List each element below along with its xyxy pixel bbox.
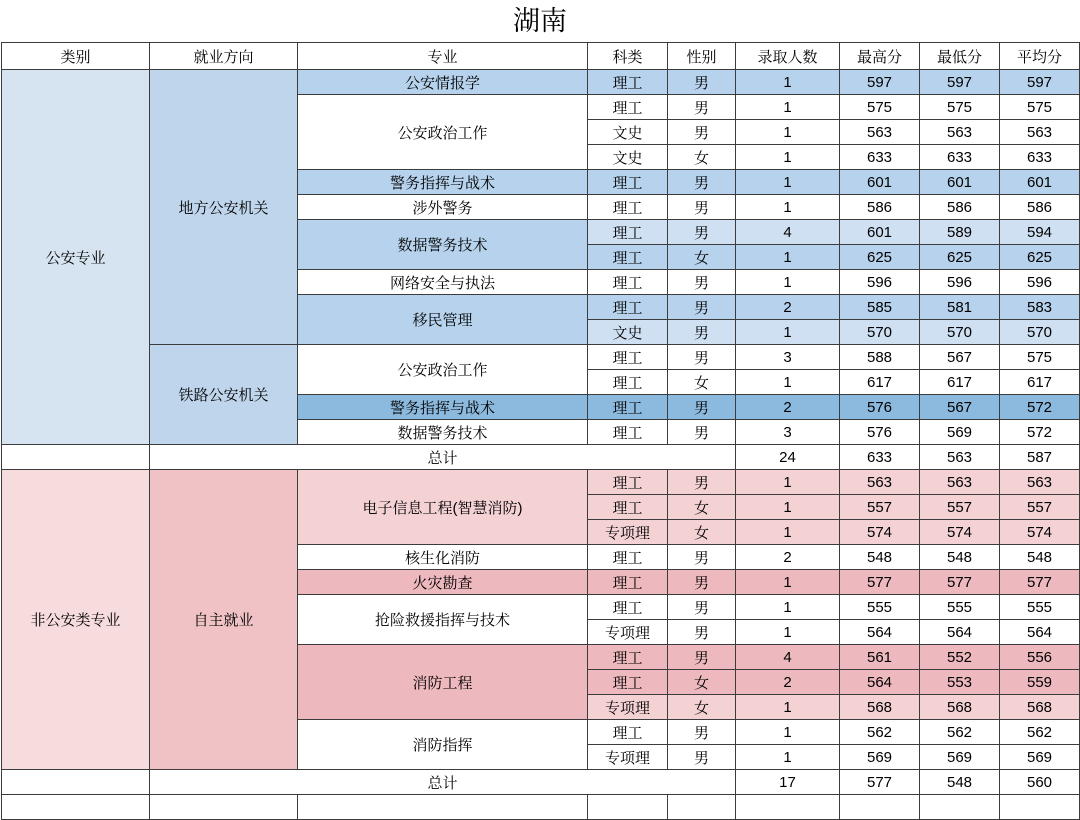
major-cell: 消防指挥: [298, 720, 588, 770]
table-row: [2, 345, 1080, 370]
avg-score-cell: 575: [1000, 95, 1080, 120]
avg-score-cell: 568: [1000, 695, 1080, 720]
max-score-cell: 561: [840, 645, 920, 670]
major-cell: 火灾勘查: [298, 570, 588, 595]
min-score-cell: 568: [920, 695, 1000, 720]
column-header-max: 最高分: [840, 43, 920, 70]
subject-cell: 理工: [588, 720, 668, 745]
gender-cell: 男: [668, 120, 736, 145]
max-score-cell: 562: [840, 720, 920, 745]
gender-cell: 男: [668, 70, 736, 95]
major-cell: 公安情报学: [298, 70, 588, 95]
min-score-cell: 597: [920, 70, 1000, 95]
min-score-cell: 553: [920, 670, 1000, 695]
major-cell: 公安政治工作: [298, 345, 588, 395]
max-score-cell: 570: [840, 320, 920, 345]
column-header-count: 录取人数: [736, 43, 840, 70]
direction-cell: 地方公安机关: [150, 70, 298, 345]
empty-cell: [2, 795, 150, 820]
max-score-cell: 585: [840, 295, 920, 320]
avg-score-cell: 633: [1000, 145, 1080, 170]
avg-score-cell: 557: [1000, 495, 1080, 520]
count-cell: 1: [736, 270, 840, 295]
max-score-cell: 564: [840, 620, 920, 645]
table-body: [2, 70, 1080, 820]
min-score-cell: 557: [920, 495, 1000, 520]
total-label-cell: 总计: [150, 770, 736, 795]
count-cell: 1: [736, 195, 840, 220]
max-score-cell: 601: [840, 220, 920, 245]
subject-cell: 理工: [588, 295, 668, 320]
empty-cell: [840, 795, 920, 820]
subject-cell: 理工: [588, 570, 668, 595]
gender-cell: 女: [668, 495, 736, 520]
gender-cell: 男: [668, 295, 736, 320]
avg-score-cell: 594: [1000, 220, 1080, 245]
subject-cell: 理工: [588, 95, 668, 120]
count-cell: 1: [736, 520, 840, 545]
subject-cell: 文史: [588, 145, 668, 170]
avg-score-cell: 562: [1000, 720, 1080, 745]
avg-score-cell: 577: [1000, 570, 1080, 595]
gender-cell: 女: [668, 370, 736, 395]
avg-score-cell: 596: [1000, 270, 1080, 295]
count-cell: 4: [736, 220, 840, 245]
subject-cell: 理工: [588, 370, 668, 395]
empty-cell: [588, 795, 668, 820]
column-header-direction: 就业方向: [150, 43, 298, 70]
min-score-cell: 577: [920, 570, 1000, 595]
min-score-cell: 596: [920, 270, 1000, 295]
subject-cell: 文史: [588, 320, 668, 345]
column-header-gender: 性别: [668, 43, 736, 70]
max-score-cell: 576: [840, 395, 920, 420]
count-cell: 4: [736, 645, 840, 670]
count-cell: 1: [736, 695, 840, 720]
avg-score-cell: 583: [1000, 295, 1080, 320]
count-cell: 3: [736, 345, 840, 370]
min-score-cell: 601: [920, 170, 1000, 195]
subject-cell: 理工: [588, 595, 668, 620]
count-cell: 1: [736, 95, 840, 120]
avg-score-cell: 556: [1000, 645, 1080, 670]
total-avg-cell: 587: [1000, 445, 1080, 470]
table-row-empty: [2, 795, 1080, 820]
subject-cell: 文史: [588, 120, 668, 145]
max-score-cell: 617: [840, 370, 920, 395]
avg-score-cell: 548: [1000, 545, 1080, 570]
major-cell: 核生化消防: [298, 545, 588, 570]
min-score-cell: 562: [920, 720, 1000, 745]
total-avg-cell: 560: [1000, 770, 1080, 795]
subject-cell: 专项理: [588, 745, 668, 770]
major-cell: 网络安全与执法: [298, 270, 588, 295]
count-cell: 1: [736, 745, 840, 770]
count-cell: 1: [736, 370, 840, 395]
avg-score-cell: 586: [1000, 195, 1080, 220]
subject-cell: 专项理: [588, 520, 668, 545]
gender-cell: 男: [668, 270, 736, 295]
subject-cell: 理工: [588, 395, 668, 420]
avg-score-cell: 601: [1000, 170, 1080, 195]
gender-cell: 男: [668, 545, 736, 570]
total-row: [2, 445, 1080, 470]
avg-score-cell: 617: [1000, 370, 1080, 395]
max-score-cell: 596: [840, 270, 920, 295]
subject-cell: 理工: [588, 245, 668, 270]
total-max-cell: 633: [840, 445, 920, 470]
avg-score-cell: 625: [1000, 245, 1080, 270]
min-score-cell: 574: [920, 520, 1000, 545]
gender-cell: 女: [668, 670, 736, 695]
empty-cell: [298, 795, 588, 820]
subject-cell: 理工: [588, 70, 668, 95]
count-cell: 1: [736, 620, 840, 645]
major-cell: 抢险救援指挥与技术: [298, 595, 588, 645]
min-score-cell: 563: [920, 470, 1000, 495]
total-count-cell: 17: [736, 770, 840, 795]
avg-score-cell: 569: [1000, 745, 1080, 770]
max-score-cell: 569: [840, 745, 920, 770]
major-cell: 移民管理: [298, 295, 588, 345]
min-score-cell: 589: [920, 220, 1000, 245]
column-header-category: 类别: [2, 43, 150, 70]
gender-cell: 男: [668, 95, 736, 120]
max-score-cell: 575: [840, 95, 920, 120]
subject-cell: 专项理: [588, 695, 668, 720]
max-score-cell: 548: [840, 545, 920, 570]
max-score-cell: 563: [840, 120, 920, 145]
category-cell: 公安专业: [2, 70, 150, 445]
total-min-cell: 548: [920, 770, 1000, 795]
table-row: [2, 470, 1080, 495]
gender-cell: 男: [668, 195, 736, 220]
total-min-cell: 563: [920, 445, 1000, 470]
max-score-cell: 633: [840, 145, 920, 170]
gender-cell: 男: [668, 570, 736, 595]
count-cell: 1: [736, 470, 840, 495]
avg-score-cell: 597: [1000, 70, 1080, 95]
total-count-cell: 24: [736, 445, 840, 470]
subject-cell: 理工: [588, 170, 668, 195]
count-cell: 1: [736, 245, 840, 270]
empty-cell: [668, 795, 736, 820]
max-score-cell: 568: [840, 695, 920, 720]
major-cell: 数据警务技术: [298, 220, 588, 270]
max-score-cell: 577: [840, 570, 920, 595]
gender-cell: 男: [668, 220, 736, 245]
avg-score-cell: 572: [1000, 395, 1080, 420]
major-cell: 电子信息工程(智慧消防): [298, 470, 588, 545]
min-score-cell: 563: [920, 120, 1000, 145]
subject-cell: 理工: [588, 545, 668, 570]
min-score-cell: 575: [920, 95, 1000, 120]
avg-score-cell: 572: [1000, 420, 1080, 445]
max-score-cell: 625: [840, 245, 920, 270]
subject-cell: 理工: [588, 195, 668, 220]
min-score-cell: 569: [920, 420, 1000, 445]
min-score-cell: 625: [920, 245, 1000, 270]
count-cell: 1: [736, 495, 840, 520]
count-cell: 2: [736, 670, 840, 695]
count-cell: 2: [736, 395, 840, 420]
avg-score-cell: 563: [1000, 470, 1080, 495]
total-row: [2, 770, 1080, 795]
min-score-cell: 548: [920, 545, 1000, 570]
subject-cell: 理工: [588, 670, 668, 695]
gender-cell: 女: [668, 695, 736, 720]
gender-cell: 男: [668, 170, 736, 195]
total-spacer-cell: [2, 445, 150, 470]
major-cell: 数据警务技术: [298, 420, 588, 445]
count-cell: 3: [736, 420, 840, 445]
table-row: [2, 70, 1080, 95]
count-cell: 1: [736, 595, 840, 620]
subject-cell: 理工: [588, 420, 668, 445]
avg-score-cell: 564: [1000, 620, 1080, 645]
count-cell: 2: [736, 295, 840, 320]
column-header-major: 专业: [298, 43, 588, 70]
category-cell: 非公安类专业: [2, 470, 150, 770]
avg-score-cell: 559: [1000, 670, 1080, 695]
count-cell: 1: [736, 145, 840, 170]
max-score-cell: 588: [840, 345, 920, 370]
column-header-avg: 平均分: [1000, 43, 1080, 70]
subject-cell: 理工: [588, 345, 668, 370]
admission-score-table: [1, 42, 1080, 820]
empty-cell: [920, 795, 1000, 820]
max-score-cell: 557: [840, 495, 920, 520]
subject-cell: 理工: [588, 645, 668, 670]
min-score-cell: 564: [920, 620, 1000, 645]
avg-score-cell: 574: [1000, 520, 1080, 545]
min-score-cell: 633: [920, 145, 1000, 170]
empty-cell: [1000, 795, 1080, 820]
max-score-cell: 576: [840, 420, 920, 445]
subject-cell: 理工: [588, 470, 668, 495]
max-score-cell: 586: [840, 195, 920, 220]
count-cell: 1: [736, 570, 840, 595]
page-title: 湖南: [513, 6, 567, 36]
gender-cell: 男: [668, 645, 736, 670]
max-score-cell: 597: [840, 70, 920, 95]
max-score-cell: 574: [840, 520, 920, 545]
gender-cell: 男: [668, 420, 736, 445]
total-label-cell: 总计: [150, 445, 736, 470]
gender-cell: 女: [668, 520, 736, 545]
gender-cell: 男: [668, 745, 736, 770]
max-score-cell: 601: [840, 170, 920, 195]
min-score-cell: 555: [920, 595, 1000, 620]
total-spacer-cell: [2, 770, 150, 795]
total-max-cell: 577: [840, 770, 920, 795]
gender-cell: 男: [668, 720, 736, 745]
empty-cell: [150, 795, 298, 820]
count-cell: 1: [736, 720, 840, 745]
count-cell: 1: [736, 70, 840, 95]
major-cell: 公安政治工作: [298, 95, 588, 170]
subject-cell: 理工: [588, 495, 668, 520]
min-score-cell: 586: [920, 195, 1000, 220]
avg-score-cell: 575: [1000, 345, 1080, 370]
min-score-cell: 569: [920, 745, 1000, 770]
min-score-cell: 617: [920, 370, 1000, 395]
avg-score-cell: 563: [1000, 120, 1080, 145]
gender-cell: 男: [668, 470, 736, 495]
subject-cell: 理工: [588, 270, 668, 295]
gender-cell: 男: [668, 320, 736, 345]
direction-cell: 铁路公安机关: [150, 345, 298, 445]
subject-cell: 理工: [588, 220, 668, 245]
table-header: [2, 43, 1080, 70]
gender-cell: 男: [668, 620, 736, 645]
major-cell: 涉外警务: [298, 195, 588, 220]
max-score-cell: 555: [840, 595, 920, 620]
direction-cell: 自主就业: [150, 470, 298, 770]
min-score-cell: 567: [920, 345, 1000, 370]
max-score-cell: 563: [840, 470, 920, 495]
avg-score-cell: 555: [1000, 595, 1080, 620]
gender-cell: 女: [668, 245, 736, 270]
column-header-min: 最低分: [920, 43, 1000, 70]
gender-cell: 男: [668, 395, 736, 420]
gender-cell: 女: [668, 145, 736, 170]
avg-score-cell: 570: [1000, 320, 1080, 345]
count-cell: 1: [736, 120, 840, 145]
min-score-cell: 581: [920, 295, 1000, 320]
major-cell: 消防工程: [298, 645, 588, 720]
min-score-cell: 552: [920, 645, 1000, 670]
subject-cell: 专项理: [588, 620, 668, 645]
column-header-subject: 科类: [588, 43, 668, 70]
count-cell: 1: [736, 170, 840, 195]
gender-cell: 男: [668, 345, 736, 370]
empty-cell: [736, 795, 840, 820]
count-cell: 1: [736, 320, 840, 345]
major-cell: 警务指挥与战术: [298, 395, 588, 420]
header-row: [2, 43, 1080, 70]
max-score-cell: 564: [840, 670, 920, 695]
major-cell: 警务指挥与战术: [298, 170, 588, 195]
min-score-cell: 570: [920, 320, 1000, 345]
min-score-cell: 567: [920, 395, 1000, 420]
gender-cell: 男: [668, 595, 736, 620]
count-cell: 2: [736, 545, 840, 570]
